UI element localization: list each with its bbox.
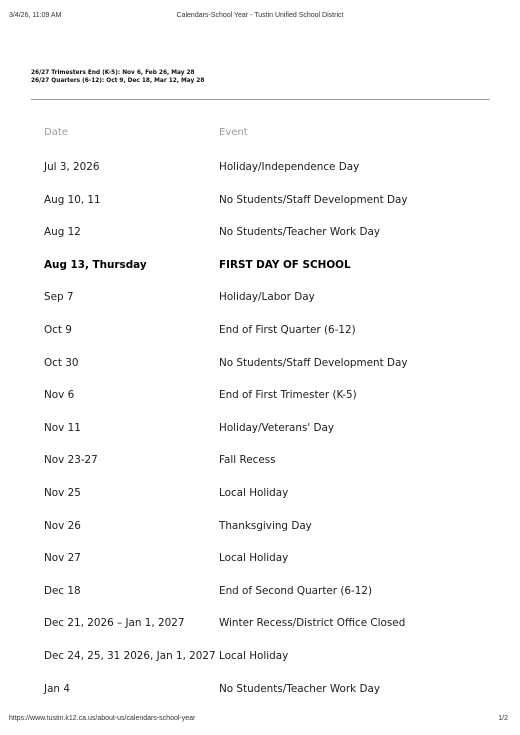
row-event: Winter Recess/District Office Closed (219, 617, 406, 630)
table-row (44, 540, 484, 573)
table-body (44, 149, 484, 703)
row-date: Nov 11 (44, 421, 81, 434)
row-event: FIRST DAY OF SCHOOL (219, 258, 351, 271)
row-date: Aug 12 (44, 226, 81, 239)
row-date: Nov 23-27 (44, 454, 98, 467)
term-notes (31, 69, 204, 85)
row-date: Nov 25 (44, 486, 81, 499)
date-column-header: Date (44, 127, 68, 138)
quarter-note: 26/27 Quarters (6-12): Oct 9, Dec 18, Mar 12, May 28 (31, 78, 205, 85)
table-row (44, 671, 484, 704)
page-number: 1/2 (498, 715, 508, 722)
table-row (44, 442, 484, 475)
table-row (44, 279, 484, 312)
row-event: Holiday/Labor Day (219, 291, 315, 304)
row-date: Oct 9 (44, 323, 72, 336)
row-date: Sep 7 (44, 291, 74, 304)
row-date: Jul 3, 2026 (44, 161, 100, 173)
row-date: Aug 10, 11 (44, 193, 101, 206)
row-date: Aug 13, Thursday (44, 258, 147, 271)
row-event: No Students/Teacher Work Day (219, 682, 380, 695)
divider (31, 99, 490, 100)
row-event: End of First Quarter (6-12) (219, 323, 356, 336)
print-datetime: 3/4/26, 11:09 AM (9, 12, 62, 19)
row-event: No Students/Staff Development Day (219, 193, 408, 206)
table-row (44, 410, 484, 443)
table-row (44, 638, 484, 671)
row-date: Oct 30 (44, 356, 79, 369)
print-page-title: Calendars-School Year - Tustin Unified School District (176, 12, 344, 19)
row-date: Dec 18 (44, 584, 81, 597)
row-event: Local Holiday (219, 649, 289, 662)
row-event: No Students/Teacher Work Day (219, 226, 380, 239)
table-row (44, 573, 484, 606)
row-date: Jan 4 (44, 682, 70, 695)
print-url: https://www.tustin.k12.ca.us/about-us/calendars-school-year (9, 715, 196, 722)
table-row (44, 214, 484, 247)
table-row (44, 377, 484, 410)
event-column-header: Event (219, 127, 248, 138)
calendar-table (44, 116, 484, 703)
row-date: Nov 27 (44, 552, 81, 565)
row-event: Holiday/Independence Day (219, 161, 360, 173)
table-row (44, 475, 484, 508)
print-header (9, 12, 511, 24)
table-row (44, 312, 484, 345)
row-event: Thanksgiving Day (219, 519, 312, 532)
row-date: Dec 21, 2026 – Jan 1, 2027 (44, 617, 185, 630)
row-date: Dec 24, 25, 31 2026, Jan 1, 2027 (44, 649, 216, 662)
row-event: Fall Recess (219, 454, 276, 467)
table-row (44, 605, 484, 638)
row-event: End of Second Quarter (6-12) (219, 584, 373, 597)
row-event: No Students/Staff Development Day (219, 356, 408, 369)
row-event: Holiday/Veterans' Day (219, 421, 335, 434)
table-row (44, 247, 484, 280)
table-row (44, 508, 484, 541)
table-row (44, 149, 484, 182)
row-event: Local Holiday (219, 552, 289, 565)
row-date: Nov 6 (44, 389, 75, 402)
table-header (44, 116, 484, 149)
table-row (44, 345, 484, 378)
row-event: Local Holiday (219, 486, 289, 499)
row-event: End of First Trimester (K-5) (219, 389, 357, 402)
print-footer (9, 715, 508, 727)
trimester-note: 26/27 Trimesters End (K-5): Nov 6, Feb 26, May 28 (31, 70, 195, 76)
table-row (44, 182, 484, 215)
row-date: Nov 26 (44, 519, 81, 532)
